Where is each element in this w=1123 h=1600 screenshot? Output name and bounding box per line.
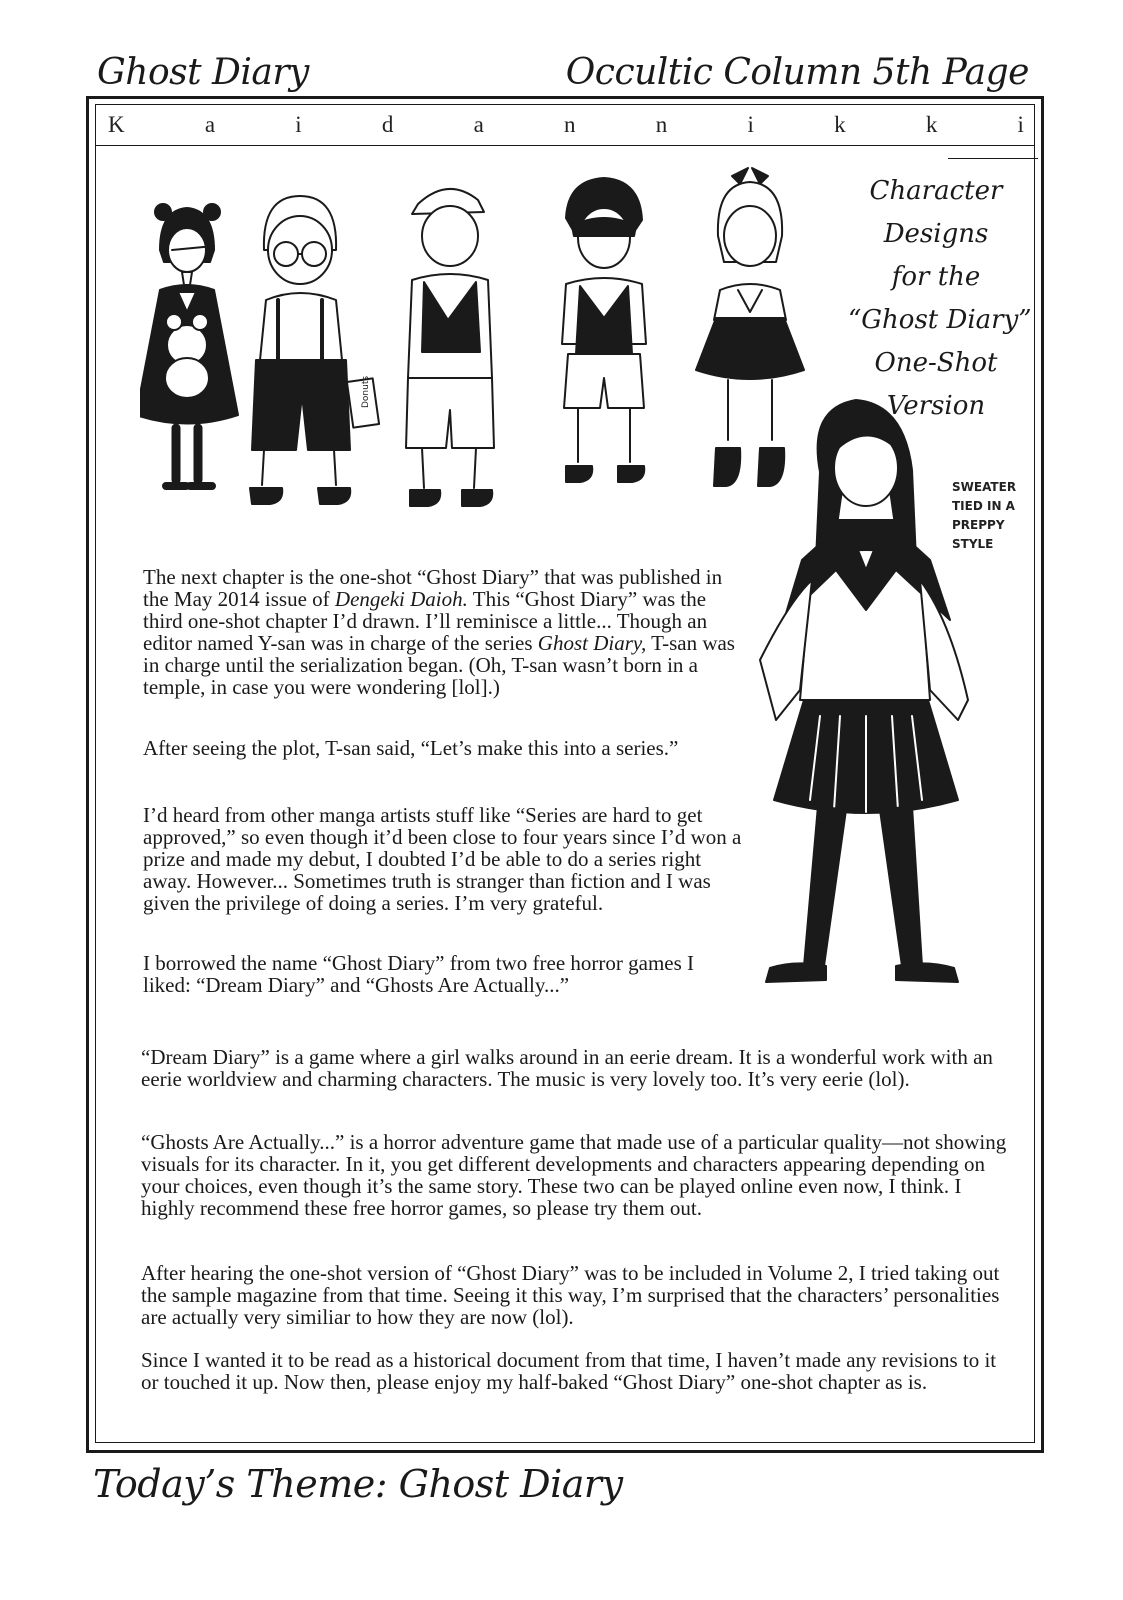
title-line: Version (886, 391, 986, 421)
kaidan-letter: a (473, 112, 484, 137)
kaidan-letter: i (747, 112, 754, 137)
kaidan-letter: K (108, 112, 125, 137)
paragraph-volume-two: After hearing the one-shot version of “Ghost Diary” was to be included in Volume 2, I tried taking out the sample magazine from that time. Seeing it this way, I’m surprised that the characters’ personalities are actually very similiar to how they are now (lol). (141, 1261, 1000, 1329)
paragraph-historical-document: Since I wanted it to be read as a historical document from that time, I haven’t made any revisions to it or touched it up. Now then, please enjoy my half-baked “Ghost Diary” one-shot chapter as is. (141, 1348, 997, 1394)
kaidan-divider (96, 145, 1034, 146)
paragraph-dream-diary: “Dream Diary” is a game where a girl walks around in an eerie dream. It is a wonderful work with an eerie worldview and charming characters. The music is very lovely too. It’s very eerie (lol). (141, 1045, 993, 1091)
annotation-line: TIED IN A (952, 499, 1015, 513)
kaidan-letter: k (925, 112, 938, 137)
character-figure-boy-with-glasses (250, 196, 379, 504)
annotation-line: SWEATER (952, 480, 1017, 494)
paragraph-name-origin: I borrowed the name “Ghost Diary” from two free horror games I liked: “Dream Diary” and “Ghosts Are Actually...” (143, 951, 695, 997)
character-figure-main-girl (760, 400, 968, 982)
paragraph-plot: After seeing the plot, T-san said, “Let’s make this into a series.” (143, 736, 679, 760)
kaidan-letter: n (564, 112, 576, 137)
sweater-annotation (952, 478, 1034, 554)
title-line: for the (891, 262, 981, 292)
title-line: Designs (883, 219, 989, 249)
kaidan-letter: d (381, 112, 394, 137)
kaidan-nikki-letter-row (108, 112, 1024, 140)
paragraph-ghosts-are-actually: “Ghosts Are Actually...” is a horror adventure game that made use of a particular quality—not showing visuals for its character. In it, you get different developments and characters appearing depending on your choices, even though it’s the same story. These two can be played online even now, I think. I highly recommend these free horror games, so please try them out. (141, 1130, 1007, 1220)
title-line: Character (869, 176, 1003, 206)
character-figure-girl-with-bear (140, 204, 238, 486)
donuts-box-label: Donuts (361, 375, 371, 408)
paragraph-series-approval: I’d heard from other manga artists stuff like “Series are hard to get approved,” so even though it’d been close to four years since I’d won a prize and made my debut, I doubted I’d be able to do a series right away. However... Sometimes truth is stranger than fiction and I was given the privilege of doing a series. I’m very grateful. (143, 803, 742, 915)
kaidan-letter: n (655, 112, 668, 137)
character-figure-girl-with-ribbon (696, 168, 804, 486)
paragraph-text: The next chapter is the one-shot “Ghost Diary” that was published in the May 2014 issue of (143, 565, 723, 611)
series-title: Ghost Diary, (537, 631, 647, 655)
title-line: “Ghost Diary” (848, 305, 1032, 335)
paragraph-text: T-san was in charge until the serialization began. (Oh, T-san wasn’t born in a temple, in case you were wondering [lol].) (143, 631, 735, 699)
kaidan-letter: i (295, 112, 302, 137)
header-right-title: Occultic Column 5th Page (565, 52, 1029, 93)
kaidan-letter: k (834, 112, 846, 137)
character-figure-boy-with-cap (406, 189, 494, 506)
annotation-line: STYLE (952, 537, 994, 551)
footer-theme: Today’s Theme: Ghost Diary (93, 1462, 623, 1506)
title-line: One-Shot (874, 348, 998, 378)
magazine-title: Dengeki Daioh. (334, 587, 468, 611)
paragraph-text: This “Ghost Diary” was the third one-shot chapter I’d drawn. I’ll reminisce a little... Though an editor named Y-san was in charge of the series (143, 587, 708, 655)
corner-divider (948, 158, 1038, 159)
header-left-title: Ghost Diary (97, 52, 309, 93)
kaidan-letter: i (1017, 112, 1024, 137)
annotation-line: PREPPY (952, 518, 1005, 532)
kaidan-letter: a (204, 112, 216, 137)
paragraph-one-shot-intro (143, 566, 743, 698)
character-figure-boy-in-vest (562, 178, 646, 482)
